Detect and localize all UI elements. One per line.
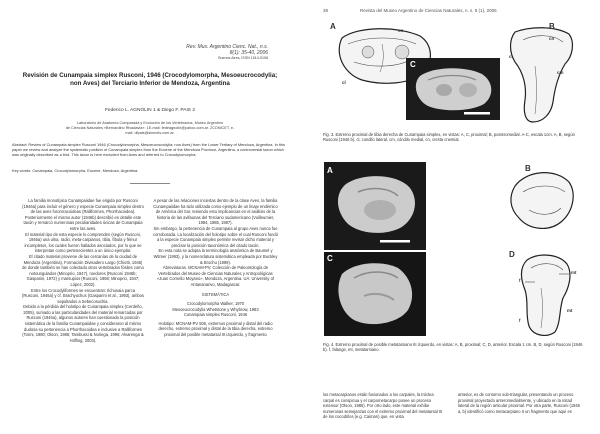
paragraph: El citado material proviene de las cercanías de la ciudad de Mendoza (Argentina), Formación Divisadero Largo (Chiotti, 1946) de donde también se han colectado otros vertebrados fósiles como notoungulados (Minoprio, 1947), roedores (Rusconi 1946b; Gasparini, 1972) y marsupios (Rusconi, 1968; Minoprio, 1947; López, 2002).: [22, 253, 144, 287]
paragraph: Sin embargo, la pertenencia de Cunampaia al grupo Aves nunca fue corroborada. La localización del holotipo sobre el cual Rusconi fundó a la especie Cunampaia simplex permite revisar dicho material y precisar la posición taxonómica del citado taxón.: [153, 225, 278, 248]
body-column-left: los metacarpianos están fusionados a los carpales, la tróclea carpal es conspicua y el carpometacarpo posee un proceso extensor (Olson, 1985). Por otro lado, este material exhibe numerosas semejanzas con el extremo proximal del metatarsal III de los cocodrilos (e.g. Caiman) que, en vista: [323, 392, 443, 420]
affiliation-line: de Ciencias Naturales «Bernardino Rivadavia». 1E-mail: fedeagnolin@yahoo.com.ar. 2CONICET, e-: [65, 126, 235, 130]
fig4-photo-c: [324, 252, 426, 336]
running-head: Revista del Museo Argentino de Ciencias Naturales, n. s. 8 (1), 2006: [360, 8, 497, 13]
fig4-tag: f: [519, 278, 521, 283]
taxon-line: Cunampaia simplex Rusconi, 1946: [183, 312, 248, 318]
fig3-tag: cm: [557, 70, 564, 75]
fig4-photo-a: [324, 162, 426, 250]
paragraph: En esta nota se adopta la terminología anatómica de Baumel y Witmer (1993), y la nomenclatura sistemática empleada por Buckley & Brochu (1999).: [153, 248, 278, 265]
taxon-line: Crocodylomorpha Walker, 1970: [186, 301, 245, 307]
fig4-panel-b: [505, 162, 580, 242]
abstract: Abstract: Review of Cunampaia simplex Rusconi 1946 (Crocodylomorpha, Mesoeucrocodylia; non Aves) from the Lower Tertiary of Mendoza, Argentina. In this paper we review and analyze the systematic position of Cunampaia simplex from the Eocene of the Mendoza Province, Argentina, a controversial taxon which was originally described as a bird. This taxon is here excluded from Aves and referred to Crocodylomorpha.: [12, 142, 285, 157]
keywords: Key words: Cunampaia, Crocodylomorpha, Eocene, Mendoza, Argentina.: [12, 168, 139, 173]
body-column-left: [22, 198, 144, 343]
affiliation-line: mail: dfpais@sinectis.com.ar.: [125, 131, 175, 135]
paragraph: El material tipo de esta especie lo comprenden (según Rusconi, 1946a) una ulna, radio, meta-carpianos, tibia, fíbula y fémur incompletos, los cuales fueron hallados asociados, por lo que se interpretan como pertenecientes a un único ejemplar.: [24, 231, 142, 254]
paragraph: Entre los Crocodyliformes se encuentran: Ilchunaia parca (Rusconi, 1946a) y cf. Brachyuchus (Gasparini et al., 1993), ambos sepultados a Sebecosuchia.: [22, 287, 144, 304]
holotype-paragraph: Holotipo: MCNAM-PV 506, extremos proximal y distal del radio derecho, extremo proximal y distal de la tibia derecha, extremo proximal del posible metatarsal III izquierdo, y fragmento: [158, 320, 273, 338]
paragraph: Posteriormente el mismo autor (1946b) describió en detalle este taxón y remarcó numerosas peculiaridades únicas de Cunampaia entre las aves.: [23, 214, 143, 231]
fig3-tag: cl: [509, 54, 513, 59]
body-column-right: [153, 198, 278, 338]
fig3-drawing-b: [505, 22, 580, 127]
fig3-tag: cn: [398, 28, 404, 33]
affiliation-line: Laboratorio de Anatomía Comparada y Evolución de los Vertebrados, Museo Argentino: [76, 121, 224, 125]
fig3-label: A: [330, 22, 336, 31]
fig3-panel-b: [505, 22, 580, 127]
fig3-photo-c: [406, 58, 500, 120]
fig4-label: B: [525, 164, 531, 173]
right-page: [300, 0, 600, 434]
journal-citation: [150, 44, 268, 61]
journal-volume: 8(1): 35-40, 2006: [229, 50, 268, 57]
paragraph: A pesar de las relaciones inciertas dentro de la clase Aves, la familia Cunampaiidae ha sido utilizada como ejemplo de un linaje endémico de América del Sur, teniendo esto implicancias en el análisis de la historia de las avifaunas del Terciario sudamericano (Vuilleumier, 1984, 1985, 1987).: [153, 198, 278, 226]
taxon-line: Mesoeucrocodylia Whetstone y Whybrow, 1983: [172, 306, 259, 312]
page-number: 38: [323, 8, 329, 13]
fig4-drawing-b: [505, 162, 580, 242]
fig4-panel-d: [505, 248, 585, 338]
journal-issn: Buenos Aires, ISSN 1514-5158: [218, 56, 268, 61]
article-authors: Federico L. AGNOLIN 1 & Diego F. PAIS 2: [104, 108, 196, 113]
fig4-panel-a: [324, 162, 426, 250]
fig3-caption: Fig. 3. Extremo proximal de tibia derecha de Cunampaia simplex, en vistas: A, C, proximal; B, posteromedial. A-C, escala 1cm. A, B, según Rusconi (1946 b). cl, condilo lateral, cm, cóndilo medial, cn, cresta cnemial.: [323, 132, 575, 143]
fig4-tag: mt: [567, 308, 573, 313]
fig4-tag: f: [519, 318, 521, 323]
fig3-tag: cn: [549, 36, 555, 41]
fig3-label: C: [410, 60, 416, 69]
article-title: Revisión de Cunampaia simplex Rusconi, 1946 (Crocodylomorpha, Mesoeucrocodylia; non Aves) del Terciario Inferior de Mendoza, Argentina: [22, 72, 278, 87]
author-affiliation: [20, 121, 280, 136]
fig3-tag: cl: [342, 80, 346, 85]
fig4-label: A: [327, 166, 333, 175]
fig4-drawing-d: [505, 248, 585, 338]
body-column-right: anterior, es de contorno sub-triangular, presentando un proceso proximal proyectado anteromedialmente, y ubicado en la mitad lateral de la región articular proximal. Por otra parte, Rusconi (1946 a, b) identificó como metacarpiano II un fragmento que aquí es: [458, 392, 580, 414]
fig4-tag: mt: [571, 270, 577, 275]
fig4-label: D: [509, 250, 515, 259]
section-heading: SISTEMÁTICA: [201, 291, 230, 297]
fig3-panel-c: [406, 58, 500, 120]
fig4-panel-c: [324, 252, 426, 336]
fig3-label: B: [549, 22, 555, 31]
section-divider: [130, 183, 170, 184]
fig4-label: C: [327, 254, 333, 263]
fig4-caption: Fig. 4. Extremo proximal de posible metatarsiano III izquierdo, en vistas: A, B, proximal; C, D, anterior. Escala 1 cm. B, D, según Rusconi (1946 b). f, falange, mt, metatarsiano.: [323, 342, 583, 353]
paragraph: Debido a la pérdida del holotipo de Cunampaia simplex (Cerdeño, 2005), sumado a las particularidades del material remarcadas por Rusconi (1946a), algunos autores han cuestionado la posición sistemática de la familia Cunampaiidae y consideraron al mismo dudosa su pertenencia a Phorrhacoidea e inclusive a Ralliformes (Tonni, 1980; Olson, 1985; Tambussi & Noriega, 1996; Alvarenga & Höfling, 2003).: [22, 304, 144, 343]
paragraph: La familia monotípica Cunampaiidae fue erigida por Rusconi (1946a) para incluir el género y especie Cunampaia simplex dentro de las aves foronrracoideas (Ralliformes, Phorrhacoidea).: [22, 198, 144, 215]
journal-name: Rev. Mus. Argentino Cienc. Nat., n.s.: [186, 44, 268, 50]
paragraph: Abreviaturas. MCNAM-PV: Colección de Paleontología de Vertebrados del Museo de Ciencias Naturales y Antropológicas «Juan Cornelio Moyano», Mendoza, Argentina. UA: University of Antananarivo, Madagascar.: [157, 265, 274, 287]
